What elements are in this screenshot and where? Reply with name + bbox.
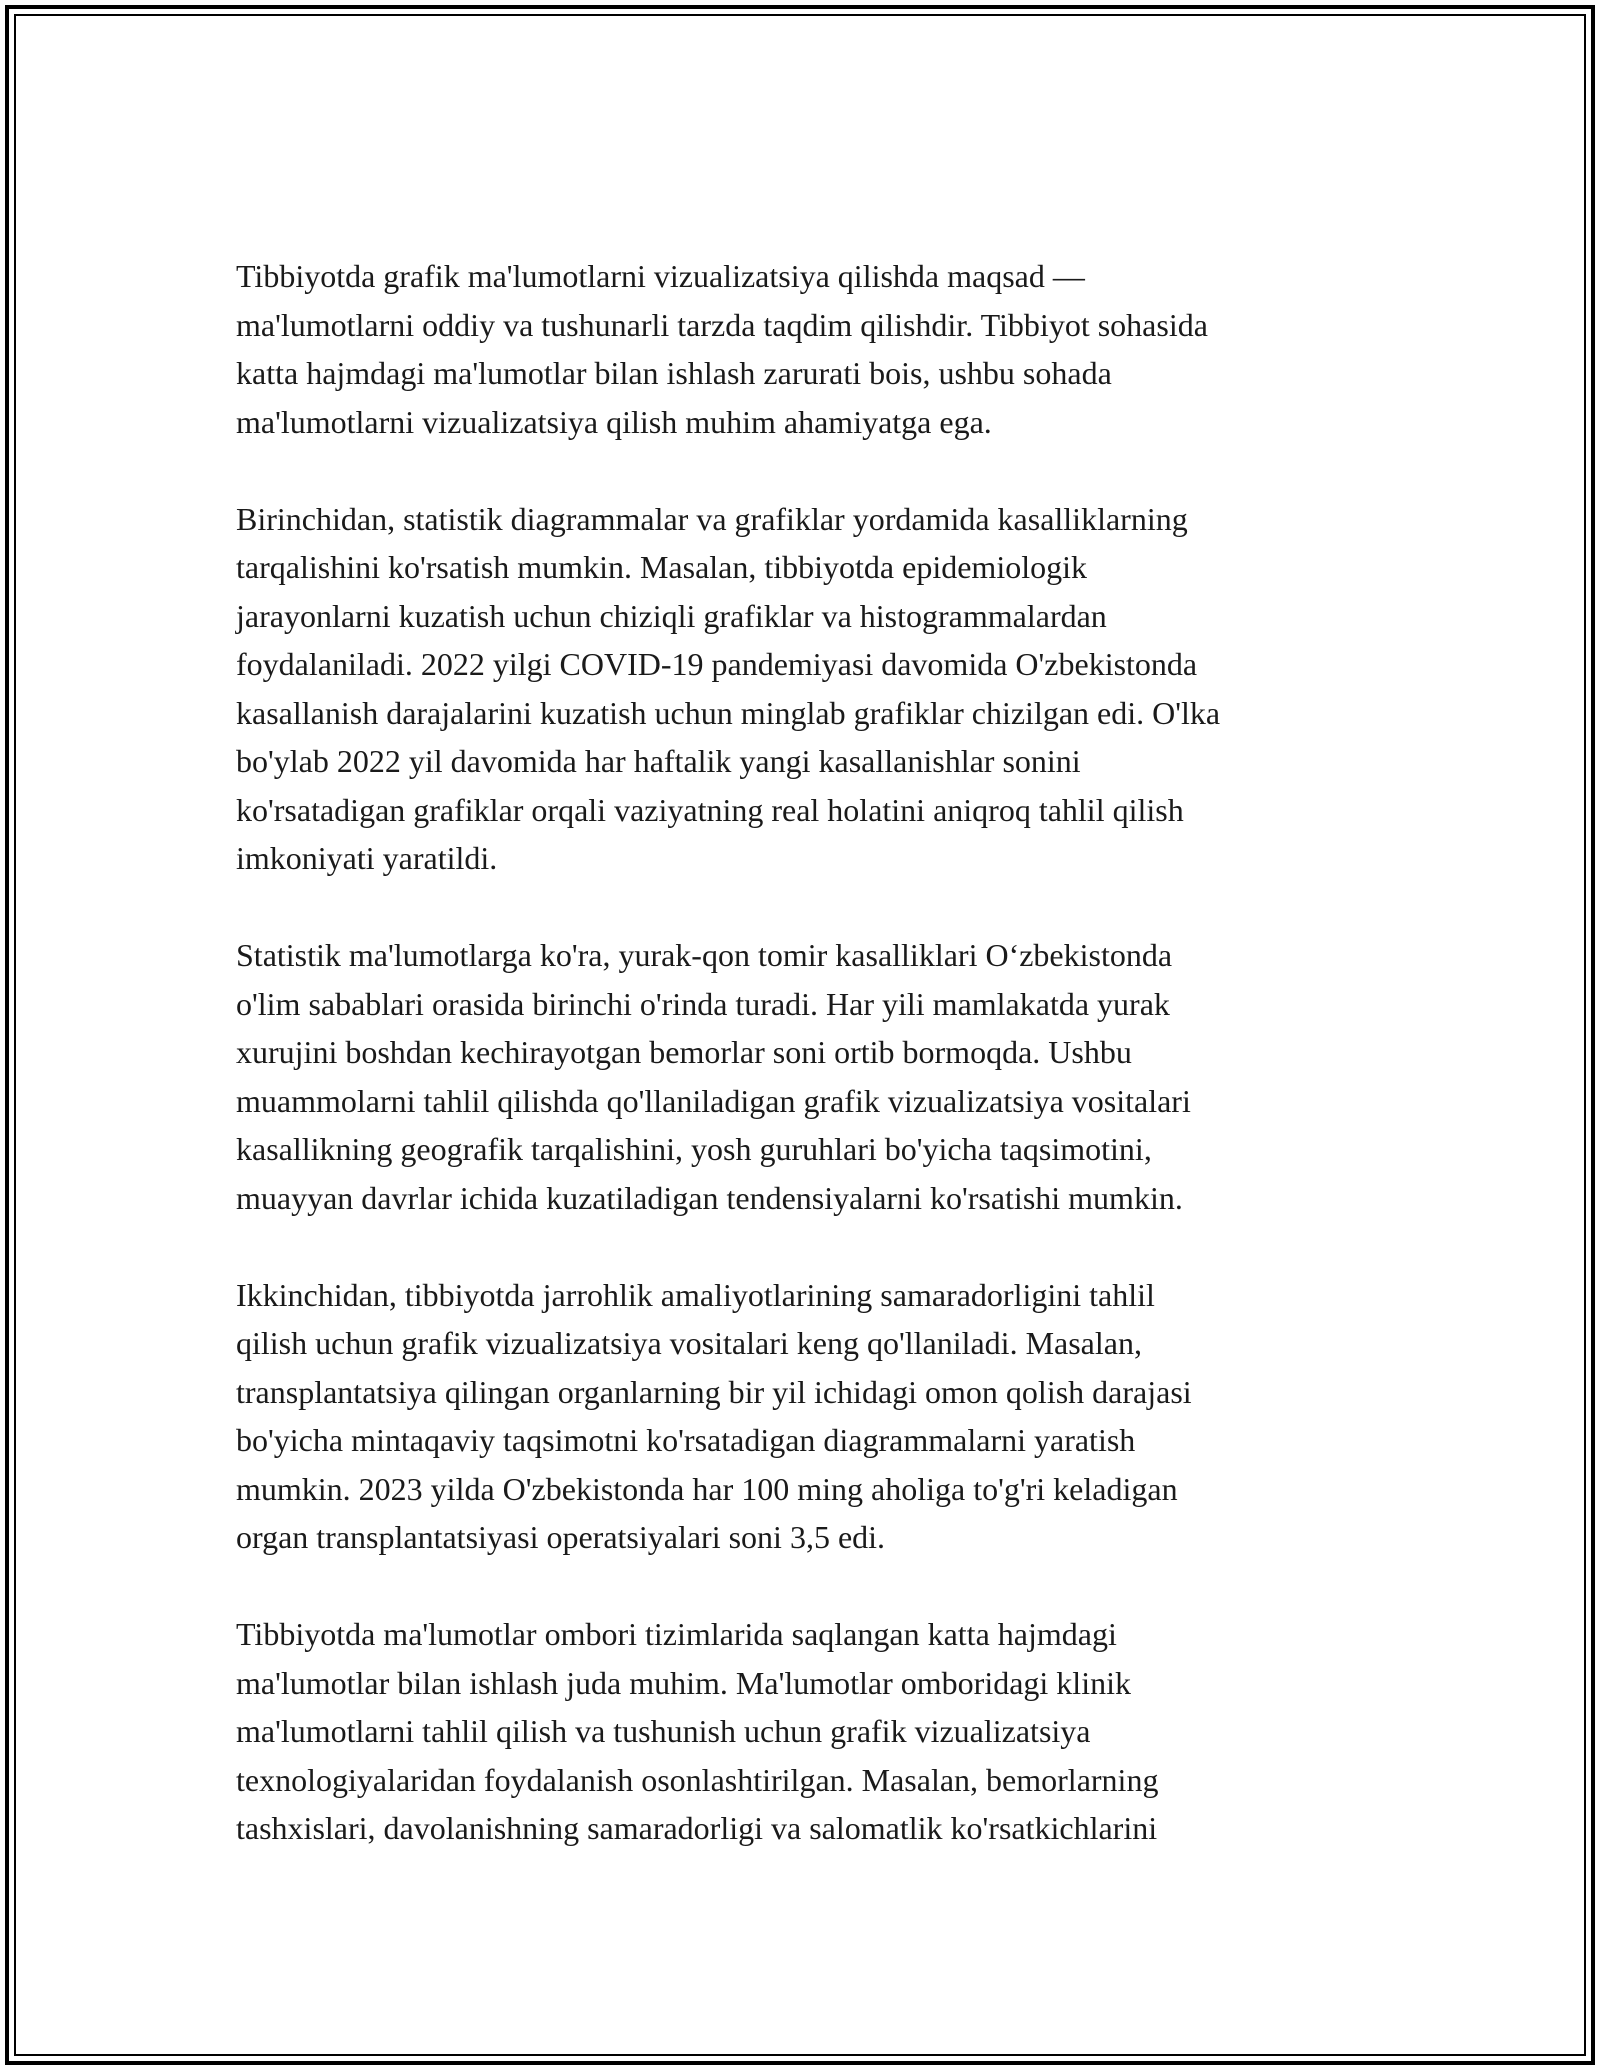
text-line: tashxislari, davolanishning samaradorligi va salomatlik ko'rsatkichlarini bbox=[236, 1810, 1158, 1846]
text-line: ma'lumotlar bilan ishlash juda muhim. Ma'lumotlar omboridagi klinik bbox=[236, 1664, 1131, 1701]
text-line: ma'lumotlarni tahlil qilish va tushunish uchun grafik vizualizatsiya bbox=[236, 1713, 1091, 1749]
paragraph-1 bbox=[236, 252, 1386, 446]
paragraph-4 bbox=[236, 1271, 1386, 1562]
text-line: Tibbiyotda ma'lumotlar ombori tizimlarida saqlangan katta hajmdagi bbox=[236, 1616, 1117, 1652]
text-line: ma'lumotlarni vizualizatsiya qilish muhim ahamiyatga ega. bbox=[236, 403, 992, 440]
text-line: xurujini boshdan kechirayotgan bemorlar soni ortib bormoqda. Ushbu bbox=[236, 1034, 1132, 1070]
paragraph-2 bbox=[236, 495, 1386, 883]
text-line: muayyan davrlar ichida kuzatiladigan tendensiyalarni ko'rsatishi mumkin. bbox=[236, 1179, 1183, 1216]
paragraph-5 bbox=[236, 1610, 1386, 1853]
text-line: Ikkinchidan, tibbiyotda jarrohlik amaliyotlarining samaradorligini tahlil bbox=[236, 1276, 1155, 1313]
document-body bbox=[236, 252, 1386, 1901]
text-line: o'lim sabablari orasida birinchi o'rinda turadi. Har yili mamlakatda yurak bbox=[236, 985, 1170, 1022]
text-line: jarayonlarni kuzatish uchun chiziqli grafiklar va histogrammalardan bbox=[236, 597, 1107, 634]
text-line: muammolarni tahlil qilishda qo'llaniladigan grafik vizualizatsiya vositalari bbox=[236, 1082, 1191, 1119]
text-line: bo'yicha mintaqaviy taqsimotni ko'rsatadigan diagrammalarni yaratish bbox=[236, 1422, 1136, 1458]
text-line: ko'rsatadigan grafiklar orqali vaziyatning real holatini aniqroq tahlil qilish bbox=[236, 791, 1184, 828]
text-line: imkoniyati yaratildi. bbox=[236, 840, 498, 876]
text-line: mumkin. 2023 yilda O'zbekistonda har 100 ming aholiga to'g'ri keladigan bbox=[236, 1470, 1178, 1507]
text-line: Birinchidan, statistik diagrammalar va grafiklar yordamida kasalliklarning bbox=[236, 500, 1188, 537]
text-line: qilish uchun grafik vizualizatsiya vositalari keng qo'llaniladi. Masalan, bbox=[236, 1325, 1142, 1361]
text-line: texnologiyalaridan foydalanish osonlashtirilgan. Masalan, bemorlarning bbox=[236, 1761, 1159, 1798]
text-line: transplantatsiya qilingan organlarning bir yil ichidagi omon qolish darajasi bbox=[236, 1373, 1192, 1410]
text-line: kasallanish darajalarini kuzatish uchun minglab grafiklar chizilgan edi. O'lka bbox=[236, 694, 1221, 731]
text-line: organ transplantatsiyasi operatsiyalari soni 3,5 edi. bbox=[236, 1519, 886, 1555]
paragraph-3 bbox=[236, 931, 1386, 1222]
text-line: ma'lumotlarni oddiy va tushunarli tarzda taqdim qilishdir. Tibbiyot sohasida bbox=[236, 306, 1208, 343]
text-line: katta hajmdagi ma'lumotlar bilan ishlash zarurati bois, ushbu sohada bbox=[236, 355, 1112, 391]
text-line: bo'ylab 2022 yil davomida har haftalik yangi kasallanishlar sonini bbox=[236, 743, 1081, 779]
text-line: kasallikning geografik tarqalishini, yosh guruhlari bo'yicha taqsimotini, bbox=[236, 1131, 1152, 1167]
text-line: Tibbiyotda grafik ma'lumotlarni vizualizatsiya qilishda maqsad — bbox=[236, 258, 1085, 294]
text-line: Statistik ma'lumotlarga ko'ra, yurak-qon tomir kasalliklari O‘zbekistonda bbox=[236, 937, 1173, 973]
text-line: tarqalishini ko'rsatish mumkin. Masalan, tibbiyotda epidemiologik bbox=[236, 549, 1087, 585]
text-line: foydalaniladi. 2022 yilgi COVID-19 pandemiyasi davomida O'zbekistonda bbox=[236, 646, 1198, 682]
